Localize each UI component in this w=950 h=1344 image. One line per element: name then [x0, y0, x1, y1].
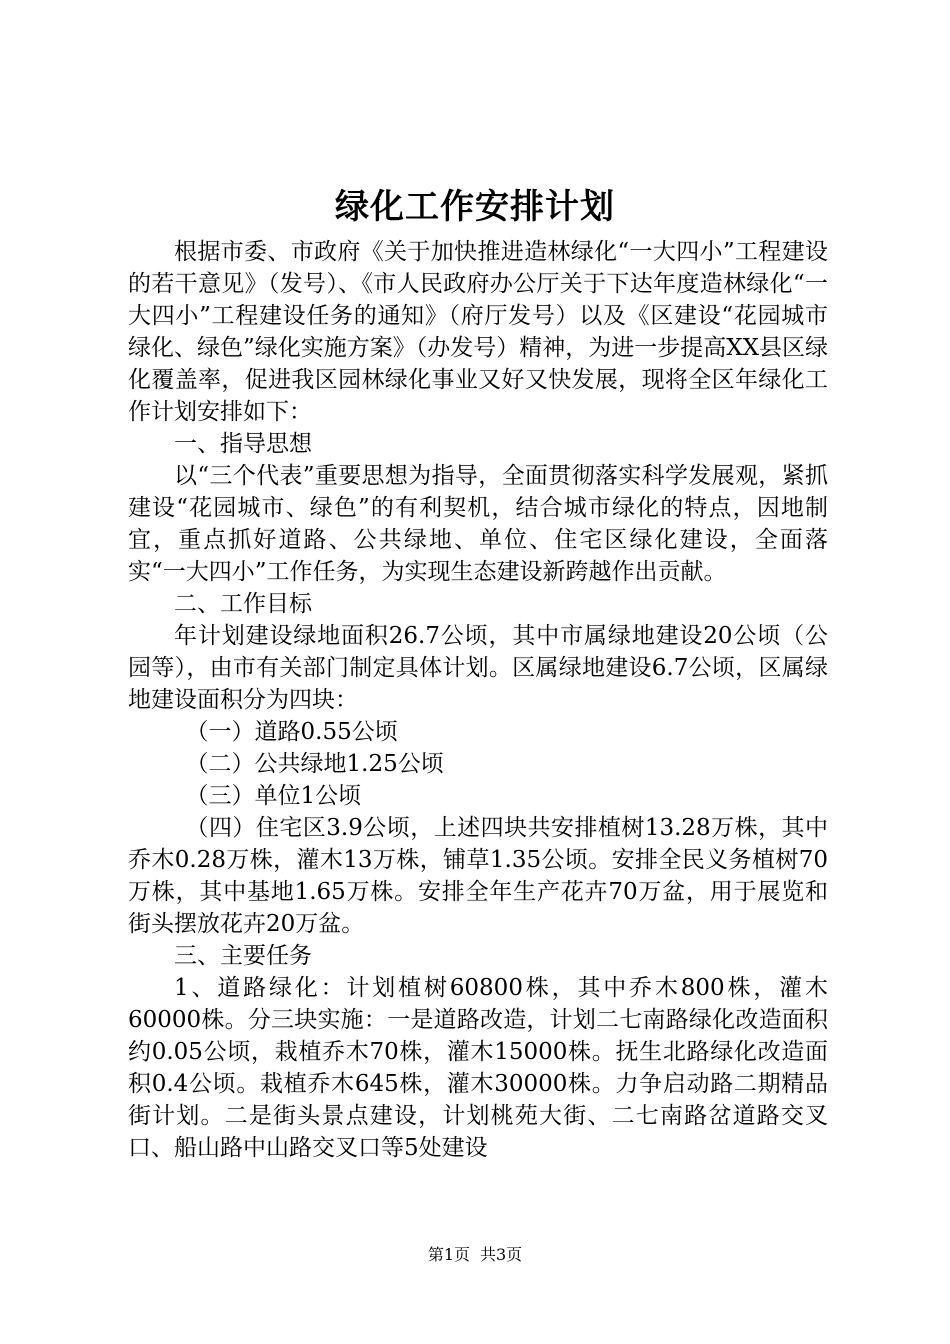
goal-item-units: （三）单位1公顷 — [185, 783, 362, 809]
intro-paragraph: 根据市委、市政府《关于加快推进造林绿化“一大四小”工程建设的若干意见》（发号）、《市人民政府办公厅关于下达年度造林绿化“一大四小”工程建设任务的通知》（府厅发号）以及《区建设“花园城市绿化、绿色”绿化实施方案》（办发号）精神，为进一步提高XX县区绿化覆盖率，促进我区园林绿化事业又好又快发展，现将全区年绿化工作计划安排如下： — [128, 239, 829, 425]
section-heading-work-goals: 二、工作目标 — [174, 591, 312, 617]
task-road-greening-paragraph: 1、道路绿化：计划植树60800株，其中乔木800株，灌木60000株。分三块实施：一是道路改造，计划二七南路绿化改造面积约0.05公顷，栽植乔木70株，灌木15000株。抚生北路绿化改造面积0.4公顷。栽植乔木645株，灌木30000株。力争启动路二期精品街计划。二是街头景点建设，计划桃苑大街、二七南路岔道路交叉口、船山路中山路交叉口等5处建设 — [128, 975, 828, 1161]
section-heading-main-tasks: 三、主要任务 — [174, 943, 312, 969]
goal-item-residential: （四）住宅区3.9公顷，上述四块共安排植树13.28万株，其中乔木0.28万株，灌木13万株，铺草1.35公顷。安排全民义务植树70万株，其中基地1.65万株。安排全年生产花卉70万盆，用于展览和街头摆放花卉20万盆。 — [128, 815, 828, 937]
document-body — [128, 236, 828, 1164]
page-number-total: 共3页 — [480, 1245, 523, 1264]
goal-item-roads: （一）道路0.55公顷 — [185, 719, 398, 745]
page-number-current: 第1页 — [427, 1245, 470, 1264]
page-footer — [0, 1243, 950, 1267]
work-goals-paragraph: 年计划建设绿地面积26.7公顷，其中市属绿地建设20公顷（公园等），由市有关部门制定具体计划。区属绿地建设6.7公顷，区属绿地建设面积分为四块： — [128, 623, 828, 713]
guiding-thought-paragraph: 以“三个代表”重要思想为指导，全面贯彻落实科学发展观，紧抓建设“花园城市、绿色”的有利契机，结合城市绿化的特点，因地制宜，重点抓好道路、公共绿地、单位、住宅区绿化建设，全面落实“一大四小”工作任务，为实现生态建设新跨越作出贡献。 — [128, 463, 828, 585]
goal-item-public-green: （二）公共绿地1.25公顷 — [185, 751, 444, 777]
document-title: 绿化工作安排计划 — [335, 187, 615, 227]
section-heading-guiding-thought: 一、指导思想 — [174, 431, 312, 457]
